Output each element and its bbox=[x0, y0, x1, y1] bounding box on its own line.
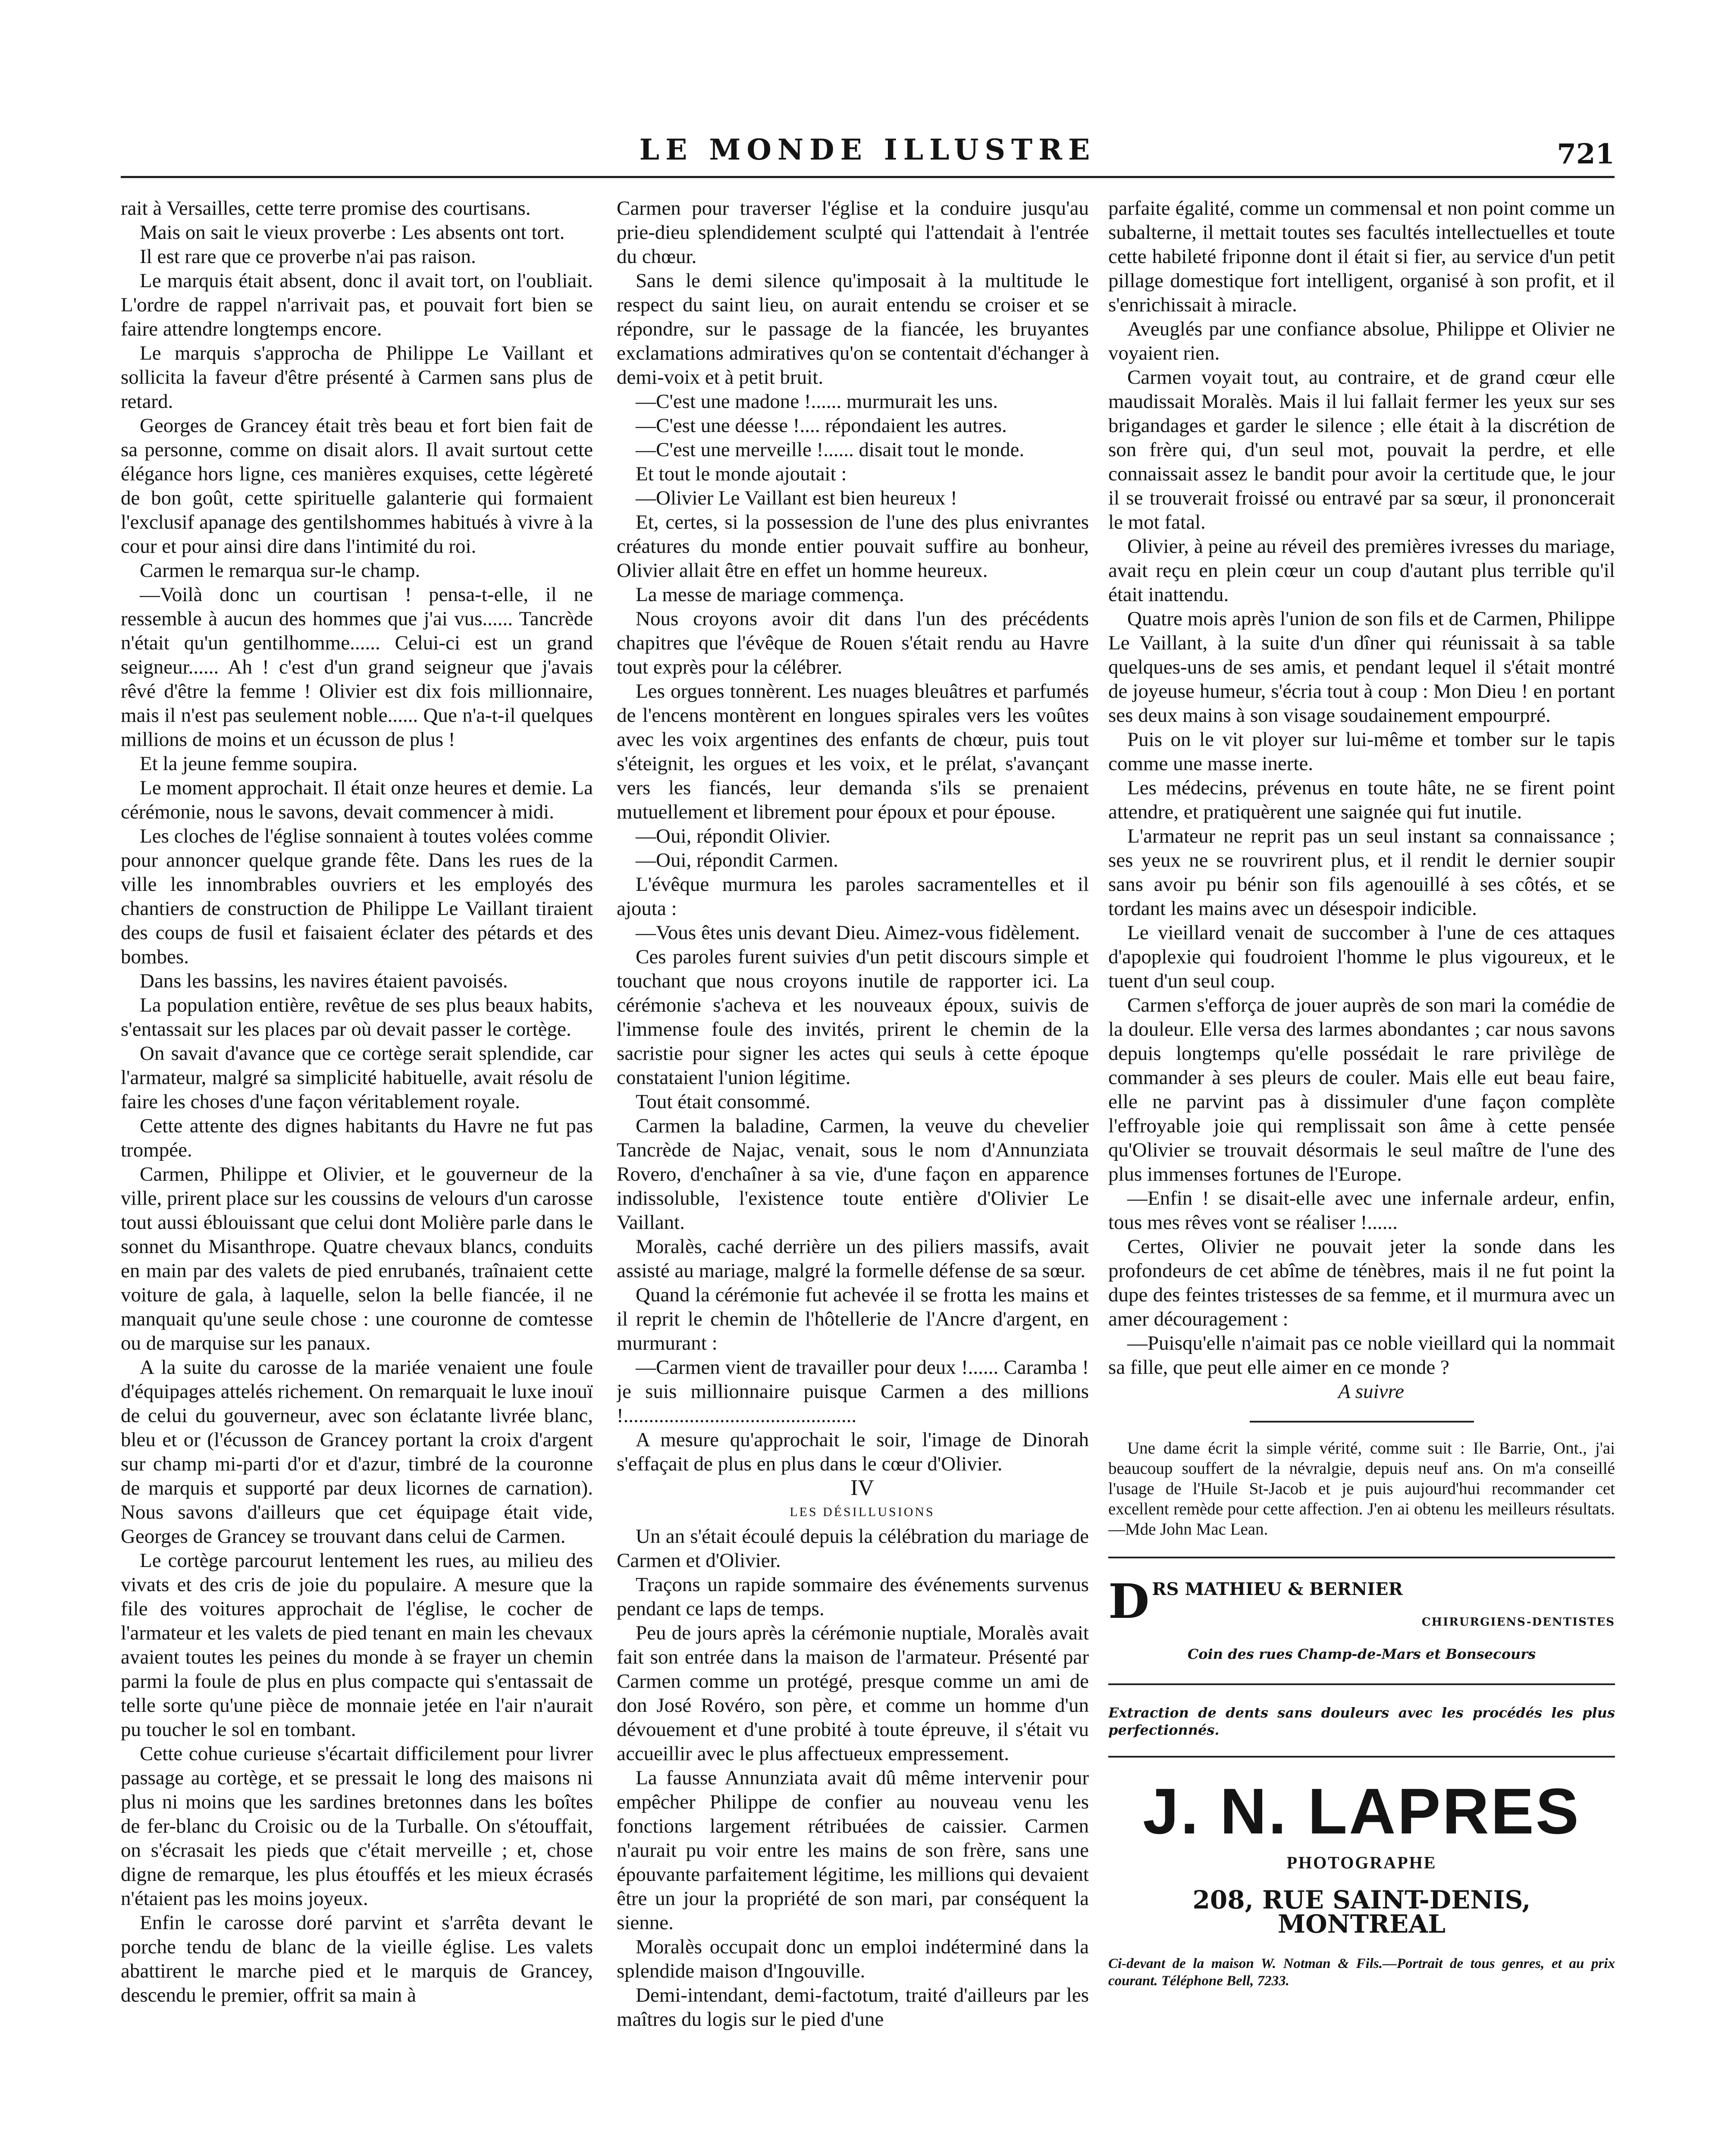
paragraph: —Puisqu'elle n'aimait pas ce noble vieillard qui la nommait sa fille, que peut elle aimer en ce monde ? bbox=[1108, 1332, 1615, 1379]
paragraph: La population entière, revêtue de ses plus beaux habits, s'entassait sur les places par où devait passer le cortège. bbox=[121, 994, 593, 1040]
paragraph: Les orgues tonnèrent. Les nuages bleuâtres et parfumés de l'encens montèrent en longues spirales vers les voûtes avec les voix argentines des enfants de chœur, puis tout s'éteignit, les orgues et les voix, et le prélat, s'avançant vers les fiancés, leur demanda s'ils se prenaient mutuellement et librement pour époux et pour épouse. bbox=[617, 680, 1089, 823]
paragraph: Carmen pour traverser l'église et la conduire jusqu'au prie-dieu splendidement sculpté qui l'attendait à l'entrée du chœur. bbox=[617, 197, 1089, 268]
column-2 bbox=[617, 196, 1089, 2156]
paragraph: —Voilà donc un courtisan ! pensa-t-elle, il ne ressemble à aucun des hommes que j'ai vus...... Tancrède n'était qu'un gentilhomme...... Celui-ci est un grand seigneur...... Ah ! c'est d'un grand seigneur que j'avais rêvé d'être la femme ! Olivier est dix fois millionnaire, mais il n'est pas seulement noble...... Que n'a-t-il quelques millions de moins et un écusson de plus ! bbox=[121, 583, 593, 751]
ad-lapres-note: Ci-devant de la maison W. Notman & Fils.—Portrait de tous genres, et au prix courant. Téléphone Bell, 7233. bbox=[1108, 1956, 1615, 1989]
paragraph: Certes, Olivier ne pouvait jeter la sonde dans les profondeurs de cet abîme de ténèbres, mais il ne fut point la dupe des feintes tristesses de sa femme, et il murmura avec un amer découragement : bbox=[1108, 1235, 1615, 1330]
masthead: LE MONDE ILLUSTRE bbox=[639, 133, 1096, 166]
paragraph: —Oui, répondit Olivier. bbox=[636, 825, 831, 847]
paragraph: —C'est une déesse !.... répondaient les autres. bbox=[636, 414, 1007, 437]
paragraph: —C'est une merveille !...... disait tout le monde. bbox=[636, 439, 1025, 461]
page-header bbox=[121, 116, 1615, 180]
ad-mathieu-extraction: Extraction de dents sans douleurs avec les procédés les plus perfectionnés. bbox=[1108, 1705, 1615, 1738]
column-3 bbox=[1108, 196, 1615, 2156]
chapter-title: LES DÉSILLUSIONS bbox=[790, 1505, 935, 1519]
paragraph: Les cloches de l'église sonnaient à toutes volées comme pour annoncer quelque grande fête. Dans les rues de la ville les innombrables ouvriers et les employés des chantiers de construction de Philippe Le Vaillant tiraient des coups de fusil et faisaient éclater des pétards et des bombes. bbox=[121, 825, 593, 968]
ad-mathieu-profession: CHIRURGIENS-DENTISTES bbox=[1421, 1616, 1615, 1629]
paragraph: Sans le demi silence qu'imposait à la multitude le respect du saint lieu, on aurait entendu se croiser et se répondre, sur le passage de la fiancée, les bruyantes exclamations admiratives qu'on se contentait d'échanger à demi-voix et à petit bruit. bbox=[617, 270, 1089, 389]
page-number: 721 bbox=[1557, 138, 1615, 170]
paragraph: Traçons un rapide sommaire des événements survenus pendant ce laps de temps. bbox=[617, 1573, 1089, 1620]
paragraph: —Carmen vient de travailler pour deux !...... Caramba ! je suis millionnaire puisque Carmen a des millions !.............................................. bbox=[617, 1356, 1089, 1427]
paragraph: parfaite égalité, comme un commensal et non point comme un subalterne, il mettait toutes ses facultés intellectuelles et toute cette habileté friponne dont il était si fier, au service d'un petit pillage domestique fort intelligent, organisé à son profit, et il s'enrichissait à miracle. bbox=[1108, 197, 1615, 316]
paragraph: Le cortège parcourut lentement les rues, au milieu des vivats et des cris de joie du populaire. A mesure que la file des voitures approchait de l'église, le cocher de l'armateur et les valets de pied tenant en main les chevaux avaient toutes les peines du monde à se frayer un chemin parmi la foule de plus en plus compacte qui s'entassait de telle sorte qu'une pièce de monnaie jetée en l'air n'aurait pu toucher le sol en tombant. bbox=[121, 1549, 593, 1741]
paragraph: Enfin le carosse doré parvint et s'arrêta devant le porche tendu de blanc de la vieille église. Les valets abattirent le marche pied et le marquis de Grancey, descendu le premier, offrit sa main à bbox=[121, 1912, 593, 2006]
paragraph: Olivier, à peine au réveil des premières ivresses du mariage, avait reçu en plein cœur un coup d'autant plus terrible qu'il était inattendu. bbox=[1108, 535, 1615, 606]
paragraph: Demi-intendant, demi-factotum, traité d'ailleurs par les maîtres du logis sur le pied d'une bbox=[617, 1984, 1089, 2031]
paragraph: Moralès occupait donc un emploi indéterminé dans la splendide maison d'Ingouville. bbox=[617, 1936, 1089, 1982]
ad-mathieu-location: Coin des rues Champ-de-Mars et Bonsecours bbox=[1187, 1646, 1536, 1662]
paragraph: Carmen voyait tout, au contraire, et de grand cœur elle maudissait Moralès. Mais il lui fallait fermer les yeux sur ses brigandages et garder le silence ; elle était à la discrétion de son frère qui, d'un seul mot, pouvait la perdre, et elle connaissait assez le bandit pour avoir la certitude que, le jour il se trouverait froissé ou entravé par sa sœur, il prononcerait le mot fatal. bbox=[1108, 366, 1615, 533]
paragraph: —Oui, répondit Carmen. bbox=[636, 849, 838, 871]
paragraph: A mesure qu'approchait le soir, l'image de Dinorah s'effaçait de plus en plus dans le cœur d'Olivier. bbox=[617, 1429, 1089, 1475]
ad-lapres-profession: PHOTOGRAPHE bbox=[1286, 1853, 1437, 1872]
chapter-number: IV bbox=[850, 1476, 874, 1500]
paragraph: Cette attente des dignes habitants du Havre ne fut pas trompée. bbox=[121, 1115, 593, 1161]
divider bbox=[1250, 1421, 1474, 1423]
ad-lapres-name: J. N. LAPRES bbox=[1143, 1775, 1580, 1847]
ad-lapres-address: 208, RUE SAINT-DENIS, MONTREAL bbox=[1192, 1885, 1531, 1939]
paragraph: —Enfin ! se disait-elle avec une infernale ardeur, enfin, tous mes rêves vont se réaliser !...... bbox=[1108, 1187, 1615, 1234]
paragraph: —Olivier Le Vaillant est bien heureux ! bbox=[636, 487, 957, 509]
ad-lapres bbox=[1108, 1777, 1615, 1990]
paragraph: A la suite du carosse de la mariée venaient une foule d'équipages attelés richement. On remarquait le luxe inouï de celui du gouverneur, avec son éclatante livrée blanc, bleu et or (l'écusson de Grancey portant la croix d'argent sur champ mi-parti d'or et d'azur, timbré de la couronne de marquis et supporté par deux licornes de carnation). Nous savons d'ailleurs que cet équipage était vide, Georges de Grancey se trouvant dans celui de Carmen. bbox=[121, 1356, 593, 1548]
paragraph: Un an s'était écoulé depuis la célébration du mariage de Carmen et d'Olivier. bbox=[617, 1525, 1089, 1572]
column-1 bbox=[121, 196, 593, 2156]
paragraph: —C'est une madone !...... murmurait les uns. bbox=[636, 390, 998, 413]
paragraph: Cette cohue curieuse s'écartait difficilement pour livrer passage au cortège, et se pressait le long des maisons ni plus ni moins que les sardines bretonnes dans les boîtes de fer-blanc du Croisic ou de la Turballe. On s'étouffait, on s'écrasait les pieds que c'était merveille ; et, chose digne de remarque, les plus étouffés et les mieux écrasés n'étaient pas les moins joyeux. bbox=[121, 1742, 593, 1910]
paragraph: —Vous êtes unis devant Dieu. Aimez-vous fidèlement. bbox=[636, 921, 1080, 944]
paragraph: Carmen s'efforça de jouer auprès de son mari la comédie de la douleur. Elle versa des larmes abondantes ; car nous savons depuis longtemps qu'elle possédait le rare privilège de commander à ses pleurs de couler. Mais elle eut beau faire, elle ne parvint pas à dissimuler d'une façon complète l'effroyable joie qui remplissait son âme à cette pensée qu'Olivier se trouvait désormais le seul maître de l'une des plus immenses fortunes de l'Europe. bbox=[1108, 994, 1615, 1185]
paragraph: La messe de mariage commença. bbox=[636, 583, 904, 606]
paragraph: Quatre mois après l'union de son fils et de Carmen, Philippe Le Vaillant, à la suite d'un dîner qui réunissait à sa table quelques-uns de ses amis, et pendant lequel il s'était montré de joyeuse humeur, s'écria tout à coup : Mon Dieu ! en portant ses deux mains à son visage soudainement empourpré. bbox=[1108, 608, 1615, 727]
paragraph: Dans les bassins, les navires étaient pavoisés. bbox=[140, 970, 508, 992]
ad-mathieu-name: RS MATHIEU & BERNIER bbox=[1152, 1579, 1403, 1599]
paragraph: L'évêque murmura les paroles sacramentelles et il ajouta : bbox=[617, 873, 1089, 920]
paragraph: Carmen la baladine, Carmen, la veuve du chevelier Tancrède de Najac, venait, sous le nom d'Annunziata Rovero, d'enchaîner à sa vie, d'une façon en apparence indissoluble, l'existence toute entière d'Olivier Le Vaillant. bbox=[617, 1115, 1089, 1234]
paragraph: Puis on le vit ployer sur lui-même et tomber sur le tapis comme une masse inerte. bbox=[1108, 728, 1615, 775]
paragraph: Nous croyons avoir dit dans l'un des précédents chapitres que l'évêque de Rouen s'était rendu au Havre tout exprès pour la célébrer. bbox=[617, 608, 1089, 678]
ad-mathieu-bernier bbox=[1108, 1573, 1615, 1739]
paragraph: Tout était consommé. bbox=[636, 1091, 811, 1113]
to-be-continued: A suivre bbox=[1338, 1380, 1404, 1403]
divider bbox=[1108, 1756, 1615, 1758]
paragraph: Le marquis s'approcha de Philippe Le Vaillant et sollicita la faveur d'être présenté à Carmen sans plus de retard. bbox=[121, 342, 593, 413]
paragraph: Les médecins, prévenus en toute hâte, ne se firent point attendre, et pratiquèrent une saignée qui fut inutile. bbox=[1108, 777, 1615, 823]
paragraph: Aveuglés par une confiance absolue, Philippe et Olivier ne voyaient rien. bbox=[1108, 318, 1615, 364]
paragraph: Moralès, caché derrière un des piliers massifs, avait assisté au mariage, malgré la formelle défense de sa sœur. bbox=[617, 1235, 1089, 1282]
dropcap: D bbox=[1108, 1573, 1150, 1629]
paragraph: Et, certes, si la possession de l'une des plus enivrantes créatures du monde entier pouvait suffire au bonheur, Olivier allait être en effet un homme heureux. bbox=[617, 511, 1089, 582]
paragraph: Carmen, Philippe et Olivier, et le gouverneur de la ville, prirent place sur les coussins de velours d'un carosse tout aussi éblouissant que celui dont Molière parle dans le sonnet du Misanthrope. Quatre chevaux blancs, conduits en main par des valets de pied enrubanés, traînaient cette voiture de gala, à laquelle, selon la belle fiancée, il ne manquait qu'une seule chose : une couronne de comtesse ou de marquise sur les panaux. bbox=[121, 1163, 593, 1354]
paragraph: Georges de Grancey était très beau et fort bien fait de sa personne, comme on disait alors. Il avait surtout cette élégance hors ligne, ces manières exquises, cette légèreté de bon goût, cette spirituelle galanterie qui formaient l'exclusif apanage des gentilshommes habitués à vivre à la cour et pour ainsi dire dans l'intimité du roi. bbox=[121, 414, 593, 558]
paragraph: Et la jeune femme soupira. bbox=[140, 752, 358, 775]
paragraph: Le moment approchait. Il était onze heures et demie. La cérémonie, nous le savons, devait commencer à midi. bbox=[121, 777, 593, 823]
paragraph: L'armateur ne reprit pas un seul instant sa connaissance ; ses yeux ne se rouvrirent plus, et il rendit le dernier soupir sans avoir pu bénir son fils agenouillé à ses côtés, et se tordant les mains avec un désespoir indicible. bbox=[1108, 825, 1615, 920]
paragraph: Mais on sait le vieux proverbe : Les absents ont tort. bbox=[140, 221, 565, 244]
paragraph: Quand la cérémonie fut achevée il se frotta les mains et il reprit le chemin de l'hôtellerie de l'Ancre d'argent, en murmurant : bbox=[617, 1284, 1089, 1354]
paragraph: Peu de jours après la cérémonie nuptiale, Moralès avait fait son entrée dans la maison de l'armateur. Présenté par Carmen comme un protégé, presque comme un ami de don José Rovéro, son père, et comme un homme d'un dévouement et d'une probité à toute épreuve, il s'était vu accueillir avec le plus affectueux empressement. bbox=[617, 1622, 1089, 1765]
paragraph: Le marquis était absent, donc il avait tort, on l'oubliait. L'ordre de rappel n'arrivait pas, et pouvait fort bien se faire attendre longtemps encore. bbox=[121, 270, 593, 340]
paragraph: Le vieillard venait de succomber à l'une de ces attaques d'apoplexie qui foudroient l'homme le plus vigoureux, et le tuent d'un seul coup. bbox=[1108, 921, 1615, 992]
paragraph: On savait d'avance que ce cortège serait splendide, car l'armateur, malgré sa simplicité habituelle, avait résolu de faire les choses d'une façon véritablement royale. bbox=[121, 1042, 593, 1113]
paragraph: Il est rare que ce proverbe n'ai pas raison. bbox=[140, 245, 476, 268]
paragraph: Carmen le remarqua sur-le champ. bbox=[140, 559, 420, 582]
paragraph: rait à Versailles, cette terre promise des courtisans. bbox=[121, 197, 531, 219]
paragraph: La fausse Annunziata avait dû même intervenir pour empêcher Philippe de confier au nouveau venu les fonctions largement rétribuées de caissier. Carmen n'aurait pu voir entre les mains de son frère, sans une épouvante parfaitement légitime, les millions qui devaient être un jour la propriété de son mari, par conséquent la sienne. bbox=[617, 1767, 1089, 1934]
divider bbox=[1108, 1683, 1615, 1685]
paragraph: Ces paroles furent suivies d'un petit discours simple et touchant que nous croyons inutile de rapporter ici. La cérémonie s'acheva et les nouveaux époux, suivis de l'immense foule des invités, prirent le chemin de la sacristie pour signer les actes qui seuls à cette époque constataient l'union légitime. bbox=[617, 946, 1089, 1089]
header-rule bbox=[121, 176, 1615, 178]
testimonial: Une dame écrit la simple vérité, comme suit : Ile Barrie, Ont., j'ai beaucoup souffert de la névralgie, depuis neuf ans. On m'a conseillé l'usage de l'Huile St-Jacob et je puis aujourd'hui recommander cet excellent remède pour cette affection. J'en ai obtenu les meilleurs résultats.—Mde John Mac Lean. bbox=[1108, 1439, 1615, 1539]
paragraph: Et tout le monde ajoutait : bbox=[636, 463, 847, 485]
divider bbox=[1108, 1557, 1615, 1558]
